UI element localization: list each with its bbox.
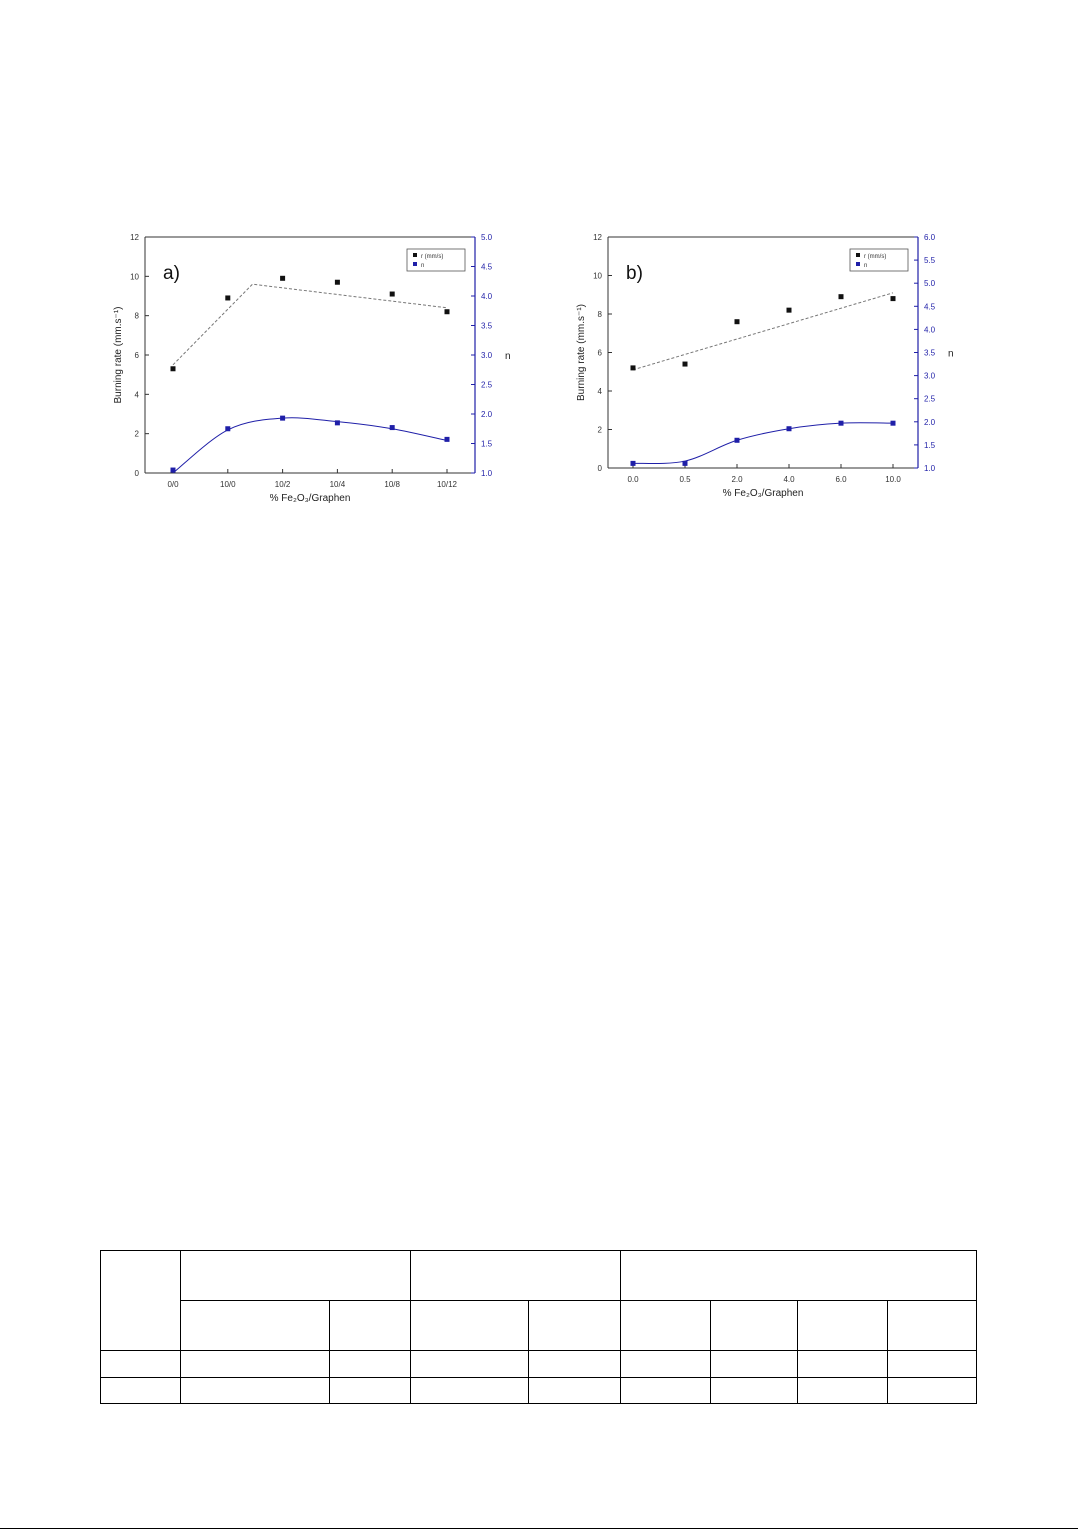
data-point-n (839, 421, 844, 426)
chart-b (563, 225, 963, 515)
y2-tick-label: 5.5 (924, 256, 936, 266)
legend-label-burning-rate: r (mm/s) (421, 254, 444, 260)
data-point-n (280, 416, 285, 421)
table-subheader-cell (798, 1301, 888, 1351)
legend-marker-burning-rate (413, 253, 417, 257)
x-tick-label: 10.0 (885, 475, 901, 484)
y2-tick-label: 5.0 (924, 279, 936, 289)
data-point-burning-rate (171, 366, 176, 371)
legend-label-n: n (421, 263, 425, 269)
y2-tick-label: 2.0 (924, 417, 936, 427)
y-tick-label: 8 (597, 310, 602, 319)
footer-divider (0, 1528, 1078, 1529)
y2-tick-label: 3.0 (481, 351, 493, 360)
data-point-burning-rate (891, 296, 896, 301)
data-point-n (787, 426, 792, 431)
table-header-group-2 (411, 1251, 621, 1301)
data-point-n (735, 438, 740, 443)
table-subheader-cell (621, 1301, 711, 1351)
table-cell (330, 1378, 411, 1404)
legend-box (407, 249, 465, 271)
data-table (100, 1250, 977, 1404)
table-header-group-3 (621, 1251, 977, 1301)
x-tick-label: 10/8 (384, 480, 400, 489)
data-point-burning-rate (787, 308, 792, 313)
table-header-group-1 (181, 1251, 411, 1301)
table-cell (181, 1351, 330, 1378)
legend-label-burning-rate: r (mm/s) (864, 254, 887, 260)
y2-tick-label: 3.5 (481, 321, 493, 331)
x-axis-label: % Fe₂O₃/Graphen (269, 493, 351, 504)
x-tick-label: 10/2 (274, 480, 291, 489)
y2-tick-label: 2.0 (481, 410, 493, 419)
data-point-n (631, 461, 636, 466)
table-subheader-cell (181, 1301, 330, 1351)
panel-label: b) (626, 263, 643, 284)
legend-marker-burning-rate (856, 253, 860, 257)
table-subheader-cell (330, 1301, 411, 1351)
y2-tick-label: 1.0 (924, 464, 936, 473)
x-tick-label: 4.0 (783, 475, 795, 484)
chart-b-svg (563, 225, 963, 515)
legend-box (850, 249, 908, 271)
table-cell (798, 1378, 888, 1404)
data-point-burning-rate (683, 362, 688, 367)
table-cell (888, 1378, 977, 1404)
table-header-row-1 (101, 1251, 977, 1301)
y2-tick-label: 4.0 (924, 325, 936, 335)
y2-tick-label: 1.5 (481, 439, 493, 449)
y-tick-label: 12 (130, 233, 139, 242)
y-tick-label: 10 (130, 272, 139, 282)
x-tick-label: 0/0 (167, 480, 179, 489)
table-cell (411, 1378, 529, 1404)
trend-line-burning-rate (173, 284, 447, 365)
legend-marker-n (856, 262, 860, 266)
y-tick-label: 2 (134, 429, 139, 439)
data-point-burning-rate (280, 276, 285, 281)
y-tick-label: 4 (597, 387, 602, 396)
trend-curve-n (173, 418, 447, 473)
legend-label-n: n (864, 263, 868, 269)
table-cell (101, 1378, 181, 1404)
y2-tick-label: 2.5 (481, 380, 493, 390)
table-cell (181, 1378, 330, 1404)
table-header-cell (101, 1251, 181, 1351)
y-tick-label: 8 (134, 311, 139, 321)
y2-tick-label: 1.0 (481, 469, 493, 478)
y2-tick-label: 1.5 (924, 440, 936, 450)
x-tick-label: 10/0 (220, 480, 236, 489)
y2-tick-label: 3.5 (924, 348, 936, 358)
data-point-n (225, 426, 230, 431)
trend-line-burning-rate (633, 293, 893, 370)
table-cell (711, 1378, 798, 1404)
table-header-row-2 (101, 1301, 977, 1351)
data-point-n (683, 461, 688, 466)
table-cell (330, 1351, 411, 1378)
y2-tick-label: 5.0 (481, 233, 493, 242)
table-cell (621, 1378, 711, 1404)
y2-tick-label: 6.0 (924, 233, 936, 242)
data-point-burning-rate (445, 309, 450, 314)
y-tick-label: 6 (597, 348, 602, 358)
table-cell (621, 1351, 711, 1378)
table-cell (798, 1351, 888, 1378)
y-tick-label: 4 (134, 390, 139, 400)
data-point-burning-rate (225, 295, 230, 300)
table-row (101, 1351, 977, 1378)
x-tick-label: 0.0 (627, 475, 639, 484)
y2-tick-label: 4.5 (924, 302, 936, 312)
table-subheader-cell (529, 1301, 621, 1351)
y2-axis-label: n (505, 351, 511, 362)
chart-a (100, 225, 540, 515)
data-point-burning-rate (335, 280, 340, 285)
table-subheader-cell (888, 1301, 977, 1351)
y-axis-label: Burning rate (mm.s⁻¹) (113, 306, 124, 404)
y2-axis-label: n (948, 348, 954, 360)
table-cell (529, 1351, 621, 1378)
legend-marker-n (413, 262, 417, 266)
table-cell (888, 1351, 977, 1378)
table-cell (101, 1351, 181, 1378)
x-tick-label: 2.0 (731, 475, 743, 484)
y2-tick-label: 3.0 (924, 371, 936, 381)
x-tick-label: 0.5 (679, 475, 691, 484)
y-tick-label: 12 (593, 233, 602, 242)
y-axis-label: Burning rate (mm.s⁻¹) (576, 304, 587, 401)
y2-tick-label: 4.5 (481, 262, 493, 272)
data-point-n (445, 437, 450, 442)
data-point-burning-rate (631, 365, 636, 370)
data-point-n (390, 425, 395, 430)
y-tick-label: 0 (134, 469, 139, 478)
x-tick-label: 10/4 (329, 480, 346, 489)
table-cell (529, 1378, 621, 1404)
panel-label: a) (163, 263, 180, 284)
x-axis-label: % Fe₂O₃/Graphen (722, 488, 804, 499)
table-row (101, 1378, 977, 1404)
y2-tick-label: 4.0 (481, 292, 493, 301)
table-cell (711, 1351, 798, 1378)
table-subheader-cell (411, 1301, 529, 1351)
data-point-burning-rate (735, 319, 740, 324)
data-point-n (891, 421, 896, 426)
trend-curve-n (633, 423, 893, 464)
table-cell (411, 1351, 529, 1378)
y-tick-label: 2 (597, 425, 602, 435)
x-tick-label: 6.0 (835, 475, 847, 484)
table-subheader-cell (711, 1301, 798, 1351)
y2-tick-label: 2.5 (924, 394, 936, 404)
x-tick-label: 10/12 (436, 480, 458, 489)
y-tick-label: 0 (597, 464, 602, 473)
data-point-burning-rate (390, 292, 395, 297)
chart-a-svg (100, 225, 540, 515)
data-point-n (171, 468, 176, 473)
y-tick-label: 6 (134, 351, 139, 360)
data-point-n (335, 420, 340, 425)
data-point-burning-rate (839, 294, 844, 299)
y-tick-label: 10 (593, 271, 602, 281)
